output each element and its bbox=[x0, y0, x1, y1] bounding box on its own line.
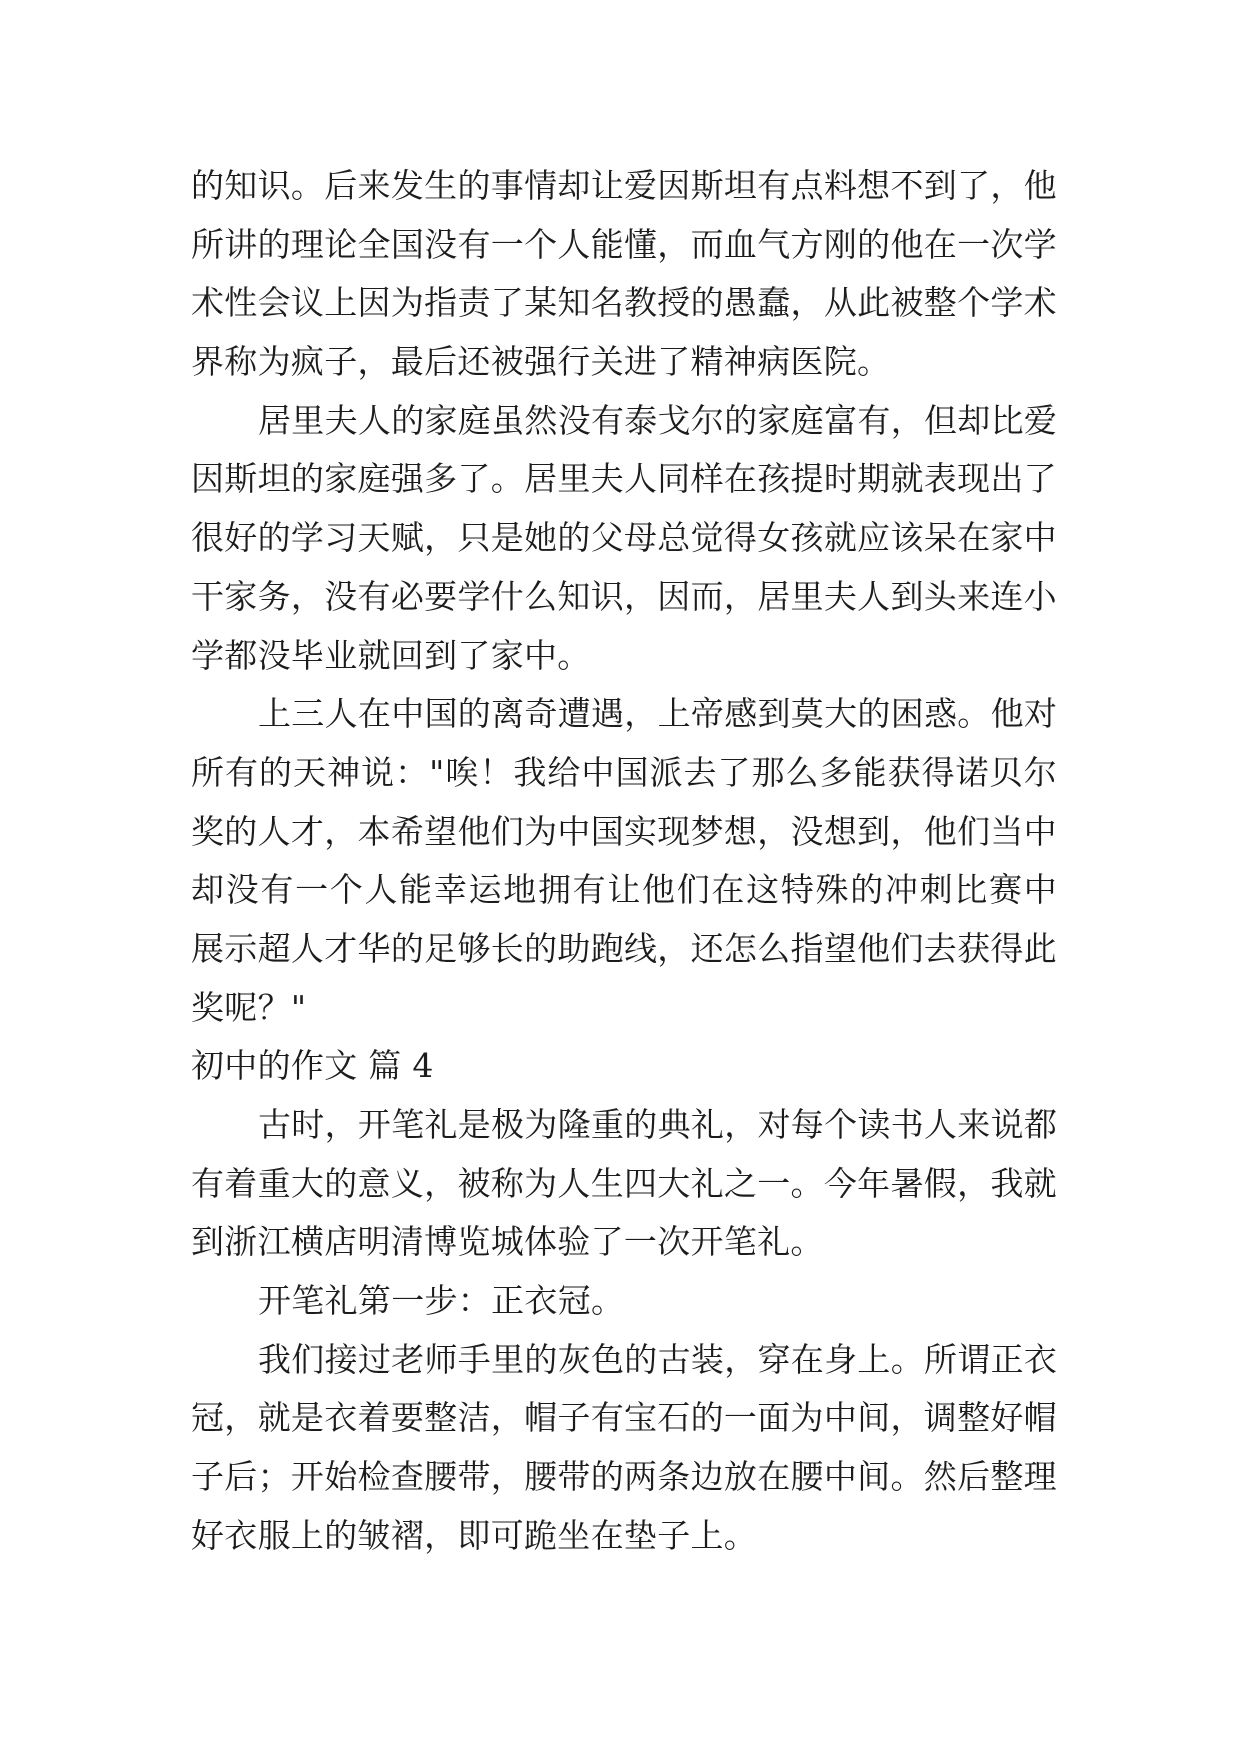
text-line: 很好的学习天赋，只是她的父母总觉得女孩就应该呆在家中 bbox=[191, 518, 1057, 558]
paragraph bbox=[191, 392, 1241, 685]
text-line: 古时，开笔礼是极为隆重的典礼，对每个读书人来说都 bbox=[258, 1105, 1058, 1144]
paragraph bbox=[191, 157, 1241, 392]
text-line: 因斯坦的家庭强多了。居里夫人同样在孩提时期就表现出了 bbox=[191, 459, 1057, 499]
text-line: 所有的天神说："唉！我给中国派去了那么多能获得诺贝尔 bbox=[191, 752, 1057, 792]
text-line: 术性会议上因为指责了某知名教授的愚蠢，从此被整个学术 bbox=[191, 283, 1057, 323]
text-line: 界称为疯子，最后还被强行关进了精神病医院。 bbox=[191, 342, 891, 382]
text-line: 居里夫人的家庭虽然没有泰戈尔的家庭富有，但却比爱 bbox=[258, 400, 1058, 440]
text-line: 开笔礼第一步：正衣冠。 bbox=[258, 1281, 625, 1321]
text-line: 干家务，没有必要学什么知识，因而，居里夫人到头来连小 bbox=[191, 576, 1057, 616]
text-line: 有着重大的意义，被称为人生四大礼之一。今年暑假，我就 bbox=[191, 1163, 1057, 1203]
text-line: 学都没毕业就回到了家中。 bbox=[191, 635, 591, 675]
text-line: 奖的人才，本希望他们为中国实现梦想，没想到，他们当中 bbox=[191, 811, 1057, 851]
text-line: 奖呢？" bbox=[191, 987, 307, 1027]
text-line: 所讲的理论全国没有一个人能懂，而血气方刚的他在一次学 bbox=[191, 224, 1057, 264]
paragraph bbox=[191, 1331, 1241, 1566]
text-line: 我们接过老师手里的灰色的古装，穿在身上。所谓正衣 bbox=[258, 1339, 1058, 1379]
section-heading: 初中的作文 篇 4 bbox=[191, 1046, 434, 1086]
text-line: 上三人在中国的离奇遭遇，上帝感到莫大的困惑。他对 bbox=[258, 694, 1058, 734]
text-line: 子后；开始检查腰带，腰带的两条边放在腰中间。然后整理 bbox=[191, 1457, 1057, 1497]
text-line: 冠，就是衣着要整洁，帽子有宝石的一面为中间，调整好帽 bbox=[191, 1398, 1057, 1438]
paragraph bbox=[191, 685, 1241, 1037]
text-line: 展示超人才华的足够长的助跑线，还怎么指望他们去获得此 bbox=[191, 928, 1057, 968]
paragraph bbox=[191, 1272, 1241, 1331]
text-line: 却没有一个人能幸运地拥有让他们在这特殊的冲刺比赛中 bbox=[191, 870, 1057, 910]
text-line: 好衣服上的皱褶，即可跪坐在垫子上。 bbox=[191, 1515, 758, 1555]
text-line: 到浙江横店明清博览城体验了一次开笔礼。 bbox=[191, 1222, 824, 1262]
paragraph bbox=[191, 1096, 1241, 1272]
text-line: 的知识。后来发生的事情却让爱因斯坦有点料想不到了，他 bbox=[191, 166, 1057, 205]
